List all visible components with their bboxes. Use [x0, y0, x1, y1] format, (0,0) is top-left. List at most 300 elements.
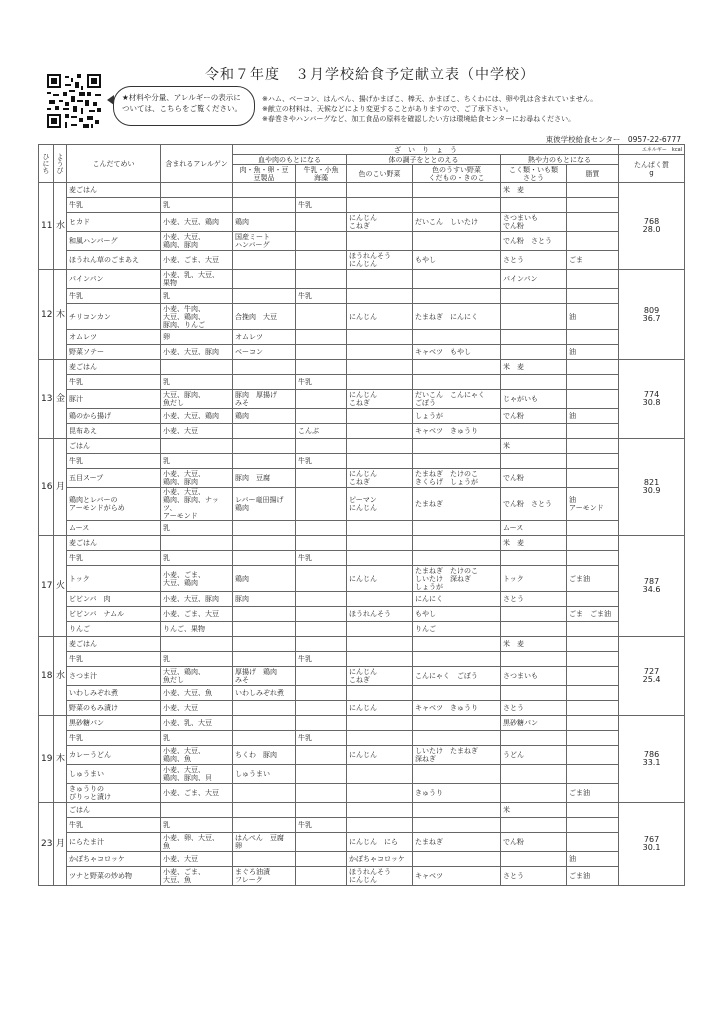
cell-fat: ごま ごま油 [567, 607, 619, 622]
cell-dark-veg: かぼちゃコロッケ [347, 852, 413, 867]
cell-grain [501, 304, 567, 330]
energy-value: 768 [643, 217, 660, 226]
table-row [39, 592, 685, 607]
cell-dark-veg [347, 686, 413, 701]
cell-light-veg [413, 818, 501, 833]
day-weekday: 木 [54, 270, 67, 360]
cell-allergen: 小麦、大豆、 鶏肉、豚肉、貝 [161, 765, 233, 784]
day-weekday: 月 [54, 439, 67, 536]
col-light-veg: 色のうすい野菜 くだもの・きのこ [413, 165, 501, 183]
cell-fat: 油 [567, 852, 619, 867]
cell-fat: ごま油 [567, 784, 619, 803]
cell-allergen: 小麦、卵、大豆、 魚 [161, 833, 233, 852]
cell-dish-name: ビビンバ 肉 [67, 592, 161, 607]
cell-grain: でん粉 [501, 833, 567, 852]
cell-dish-name: ムース [67, 521, 161, 536]
cell-dish-name: オムレツ [67, 330, 161, 345]
cell-meat: まぐろ油漬 フレーク [233, 867, 296, 886]
cell-meat [233, 375, 296, 390]
cell-meat: 豚肉 豆腐 [233, 469, 296, 488]
cell-allergen: 小麦、大豆、魚 [161, 686, 233, 701]
cell-allergen: 小麦、大豆、豚肉 [161, 345, 233, 360]
cell-light-veg: たまねぎ [413, 833, 501, 852]
cell-milk: 牛乳 [296, 454, 347, 469]
cell-dark-veg: にんじん [347, 304, 413, 330]
cell-dark-veg [347, 409, 413, 424]
cell-meat: 合挽肉 大豆 [233, 304, 296, 330]
cell-dark-veg [347, 551, 413, 566]
cell-milk [296, 667, 347, 686]
cell-fat [567, 716, 619, 731]
col-allergen: 含まれるアレルゲン [161, 145, 233, 183]
cell-grain: 米 麦 [501, 637, 567, 652]
cell-dish-name: かぼちゃコロッケ [67, 852, 161, 867]
cell-dish-name: パインパン [67, 270, 161, 289]
cell-allergen: 乳 [161, 521, 233, 536]
cell-allergen: 小麦、ごま、大豆 [161, 251, 233, 270]
cell-light-veg [413, 716, 501, 731]
cell-dish-name: りんご [67, 622, 161, 637]
cell-light-veg [413, 198, 501, 213]
table-row [39, 270, 685, 289]
cell-milk [296, 701, 347, 716]
cell-grain: じゃがいも [501, 390, 567, 409]
cell-allergen: 小麦、牛肉、 大豆、鶏肉、 豚肉、りんご [161, 304, 233, 330]
nutrition-cell [619, 637, 685, 716]
cell-meat [233, 536, 296, 551]
cell-fat [567, 652, 619, 667]
cell-allergen: 小麦、ごま、 大豆、魚 [161, 867, 233, 886]
day-date: 12 [39, 270, 54, 360]
cell-dish-name: 野菜のもみ漬け [67, 701, 161, 716]
cell-milk [296, 592, 347, 607]
cell-light-veg [413, 803, 501, 818]
cell-allergen: 小麦、大豆、鶏肉 [161, 213, 233, 232]
nutrition-cell [619, 360, 685, 439]
protein-value: 36.7 [642, 313, 661, 323]
cell-fat [567, 521, 619, 536]
cell-meat: 豚肉 [233, 592, 296, 607]
cell-light-veg [413, 270, 501, 289]
cell-dark-veg: にんじん [347, 746, 413, 765]
table-row [39, 289, 685, 304]
cell-allergen: 乳 [161, 198, 233, 213]
cell-dark-veg [347, 784, 413, 803]
cell-dish-name: ほうれん草のごまあえ [67, 251, 161, 270]
cell-fat [567, 622, 619, 637]
cell-grain: さつまいも でん粉 [501, 213, 567, 232]
cell-allergen [161, 637, 233, 652]
cell-grain: さとう [501, 701, 567, 716]
col-grain: こく類・いも類 さとう [501, 165, 567, 183]
cell-dark-veg [347, 536, 413, 551]
cell-fat [567, 536, 619, 551]
cell-meat [233, 289, 296, 304]
cell-dish-name: 鶏肉とレバーの アーモンドがらめ [67, 488, 161, 521]
cell-dish-name: トック [67, 566, 161, 592]
cell-light-veg: たまねぎ [413, 488, 501, 521]
cell-milk [296, 409, 347, 424]
cell-grain [501, 622, 567, 637]
cell-dark-veg: にんじん こねぎ [347, 469, 413, 488]
cell-dark-veg: ほうれんそう にんじん [347, 251, 413, 270]
cell-dark-veg [347, 637, 413, 652]
cell-dish-name: 鶏のから揚げ [67, 409, 161, 424]
cell-milk [296, 469, 347, 488]
cell-grain [501, 330, 567, 345]
cell-meat [233, 701, 296, 716]
cell-allergen: 乳 [161, 375, 233, 390]
cell-light-veg [413, 360, 501, 375]
protein-value: 25.4 [642, 675, 661, 684]
cell-dark-veg [347, 521, 413, 536]
cell-dark-veg [347, 454, 413, 469]
day-date: 23 [39, 803, 54, 886]
col-yellow-group: 熱や力のもとになる [501, 155, 619, 165]
cell-light-veg: きゅうり [413, 784, 501, 803]
cell-allergen: 乳 [161, 818, 233, 833]
cell-milk: 牛乳 [296, 289, 347, 304]
table-row [39, 345, 685, 360]
protein-value: 28.0 [642, 225, 661, 234]
cell-dish-name: ごはん [67, 803, 161, 818]
cell-allergen: 小麦、ごま、大豆 [161, 784, 233, 803]
cell-fat [567, 232, 619, 251]
cell-light-veg [413, 765, 501, 784]
table-row [39, 360, 685, 375]
day-date: 19 [39, 716, 54, 803]
cell-light-veg: だいこん しいたけ [413, 213, 501, 232]
cell-fat: ごま [567, 251, 619, 270]
note-3: ※春巻きやハンバーグなど、加工食品の原料を確認したい方は環境給食センターにお尋ねください。 [262, 115, 576, 123]
cell-grain [501, 818, 567, 833]
cell-milk: 牛乳 [296, 375, 347, 390]
cell-meat [233, 183, 296, 198]
cell-grain: でん粉 さとう [501, 488, 567, 521]
table-row [39, 637, 685, 652]
cell-meat [233, 360, 296, 375]
protein-value: 34.6 [642, 585, 661, 594]
cell-dish-name: 牛乳 [67, 454, 161, 469]
cell-light-veg: たまねぎ にんにく [413, 304, 501, 330]
cell-light-veg: もやし [413, 251, 501, 270]
cell-dark-veg [347, 330, 413, 345]
table-row [39, 686, 685, 701]
cell-grain: トック [501, 566, 567, 592]
cell-dish-name: ごはん [67, 439, 161, 454]
table-row [39, 551, 685, 566]
cell-fat: 油 アーモンド [567, 488, 619, 521]
cell-milk: 牛乳 [296, 818, 347, 833]
nutrition-cell [619, 803, 685, 886]
cell-milk [296, 867, 347, 886]
cell-dark-veg [347, 345, 413, 360]
table-row [39, 330, 685, 345]
cell-milk: 牛乳 [296, 731, 347, 746]
cell-dish-name: にらたま汁 [67, 833, 161, 852]
cell-meat [233, 784, 296, 803]
cell-milk [296, 213, 347, 232]
energy-value: 727 [643, 667, 660, 676]
cell-fat [567, 731, 619, 746]
table-row [39, 454, 685, 469]
cell-fat [567, 439, 619, 454]
cell-fat [567, 469, 619, 488]
cell-allergen: 小麦、ごま、 大豆、鶏肉 [161, 566, 233, 592]
cell-dish-name: 麦ごはん [67, 637, 161, 652]
cell-grain [501, 784, 567, 803]
cell-light-veg: りんご [413, 622, 501, 637]
table-row [39, 716, 685, 731]
cell-dish-name: 牛乳 [67, 818, 161, 833]
cell-meat [233, 637, 296, 652]
cell-fat [567, 746, 619, 765]
cell-fat: 油 [567, 345, 619, 360]
nutrition-cell [619, 439, 685, 536]
cell-milk [296, 439, 347, 454]
day-weekday: 金 [54, 360, 67, 439]
cell-grain [501, 765, 567, 784]
note-1: ※ハム、ベーコン、はんぺん、揚げかまぼこ、棒天、かまぼこ、ちくわには、卵や乳は含まれていません。 [262, 95, 598, 103]
cell-light-veg [413, 232, 501, 251]
cell-milk [296, 765, 347, 784]
notes [262, 94, 682, 124]
cell-dark-veg [347, 424, 413, 439]
cell-light-veg [413, 852, 501, 867]
cell-allergen: 乳 [161, 289, 233, 304]
cell-allergen [161, 360, 233, 375]
cell-light-veg [413, 289, 501, 304]
cell-grain: ムース [501, 521, 567, 536]
cell-fat [567, 424, 619, 439]
cell-milk [296, 330, 347, 345]
cell-milk [296, 360, 347, 375]
cell-dish-name: 麦ごはん [67, 360, 161, 375]
col-green-group: 体の調子をととのえる [347, 155, 501, 165]
cell-light-veg: しょうが [413, 409, 501, 424]
cell-dish-name: いわしみぞれ煮 [67, 686, 161, 701]
table-row [39, 390, 685, 409]
cell-meat: はんぺん 豆腐 卵 [233, 833, 296, 852]
cell-allergen: 小麦、乳、大豆、 果物 [161, 270, 233, 289]
cell-dark-veg: にんじん こねぎ [347, 390, 413, 409]
cell-allergen: 小麦、大豆、 鶏肉、魚 [161, 746, 233, 765]
table-row [39, 521, 685, 536]
cell-light-veg [413, 454, 501, 469]
table-row [39, 213, 685, 232]
cell-grain: 米 [501, 803, 567, 818]
center-contact: 東彼学校給食センター 0957-22-6777 [545, 135, 681, 144]
cell-allergen: 小麦、大豆、 鶏肉、豚肉、ナッツ、 アーモンド [161, 488, 233, 521]
cell-allergen: 大豆、鶏肉、 魚だし [161, 667, 233, 686]
cell-allergen: 小麦、大豆 [161, 424, 233, 439]
cell-dish-name: ヒカド [67, 213, 161, 232]
table-row [39, 784, 685, 803]
cell-dish-name: しゅうまい [67, 765, 161, 784]
cell-grain: 米 麦 [501, 360, 567, 375]
cell-milk [296, 566, 347, 592]
cell-dish-name: 牛乳 [67, 551, 161, 566]
cell-dark-veg [347, 818, 413, 833]
nutrition-cell [619, 536, 685, 637]
cell-fat: ごま油 [567, 566, 619, 592]
cell-meat [233, 454, 296, 469]
cell-meat: 豚肉 厚揚げ みそ [233, 390, 296, 409]
col-youbi: ようび [54, 145, 67, 183]
cell-fat: 油 [567, 409, 619, 424]
cell-milk: 牛乳 [296, 652, 347, 667]
cell-grain: でん粉 さとう [501, 232, 567, 251]
table-row [39, 852, 685, 867]
col-protein: たんぱく質 g [619, 155, 685, 183]
cell-milk [296, 270, 347, 289]
cell-light-veg [413, 375, 501, 390]
cell-grain: 米 [501, 439, 567, 454]
cell-fat [567, 818, 619, 833]
cell-milk [296, 716, 347, 731]
cell-light-veg [413, 330, 501, 345]
cell-fat [567, 375, 619, 390]
protein-value: 33.1 [642, 758, 661, 767]
page-title: 令和７年度 ３月学校給食予定献立表（中学校） [205, 67, 535, 83]
cell-grain [501, 345, 567, 360]
cell-milk [296, 345, 347, 360]
cell-meat: 鶏肉 [233, 213, 296, 232]
protein-value: 30.8 [642, 398, 661, 407]
energy-value: 774 [643, 390, 660, 399]
cell-meat: レバー竜田揚げ 鶏肉 [233, 488, 296, 521]
cell-allergen: 小麦、大豆 [161, 852, 233, 867]
cell-dark-veg [347, 592, 413, 607]
cell-grain [501, 686, 567, 701]
nutrition-cell [619, 716, 685, 803]
table-row [39, 652, 685, 667]
col-dark-veg: 色のこい野菜 [347, 165, 413, 183]
cell-meat [233, 818, 296, 833]
table-row [39, 424, 685, 439]
cell-fat [567, 765, 619, 784]
cell-grain: さつまいも [501, 667, 567, 686]
cell-light-veg: にんにく [413, 592, 501, 607]
cell-light-veg: キャベツ [413, 867, 501, 886]
cell-milk [296, 784, 347, 803]
cell-dark-veg: にんじん にら [347, 833, 413, 852]
cell-dark-veg [347, 360, 413, 375]
cell-milk [296, 390, 347, 409]
table-row [39, 488, 685, 521]
cell-allergen: 乳 [161, 731, 233, 746]
cell-meat: オムレツ [233, 330, 296, 345]
table-row [39, 803, 685, 818]
col-meat: 肉・魚・卵・豆 豆製品 [233, 165, 296, 183]
cell-dish-name: 牛乳 [67, 198, 161, 213]
cell-grain [501, 607, 567, 622]
cell-light-veg [413, 536, 501, 551]
cell-dark-veg [347, 198, 413, 213]
day-date: 13 [39, 360, 54, 439]
cell-meat [233, 716, 296, 731]
cell-milk [296, 637, 347, 652]
cell-dish-name: 麦ごはん [67, 536, 161, 551]
table-row [39, 409, 685, 424]
cell-grain: さとう [501, 251, 567, 270]
col-milk: 牛乳・小魚 海藻 [296, 165, 347, 183]
cell-light-veg [413, 183, 501, 198]
cell-grain [501, 551, 567, 566]
cell-dark-veg [347, 716, 413, 731]
table-row [39, 818, 685, 833]
table-row [39, 701, 685, 716]
cell-fat [567, 551, 619, 566]
cell-dish-name: カレーうどん [67, 746, 161, 765]
table-row [39, 251, 685, 270]
cell-meat [233, 270, 296, 289]
cell-light-veg [413, 521, 501, 536]
qr-code[interactable] [47, 74, 101, 128]
cell-fat [567, 686, 619, 701]
table-row [39, 833, 685, 852]
cell-meat [233, 551, 296, 566]
cell-allergen [161, 803, 233, 818]
cell-fat [567, 454, 619, 469]
nutrition-cell [619, 183, 685, 270]
cell-allergen: 小麦、大豆、 鶏肉、豚肉 [161, 469, 233, 488]
cell-grain [501, 652, 567, 667]
note-2: ※献立の材料は、天候などにより変更することがありますので、ご了承下さい。 [262, 105, 513, 113]
table-row [39, 622, 685, 637]
cell-dark-veg [347, 270, 413, 289]
cell-grain [501, 198, 567, 213]
energy-value: 809 [643, 305, 660, 315]
cell-milk [296, 833, 347, 852]
cell-milk [296, 803, 347, 818]
cell-dark-veg: にんじん [347, 701, 413, 716]
cell-milk [296, 521, 347, 536]
cell-grain [501, 289, 567, 304]
cell-dark-veg [347, 765, 413, 784]
table-row [39, 566, 685, 592]
cell-fat [567, 360, 619, 375]
day-weekday: 火 [54, 536, 67, 637]
cell-fat [567, 213, 619, 232]
cell-grain [501, 424, 567, 439]
cell-meat: 厚揚げ 鶏肉 みそ [233, 667, 296, 686]
energy-value: 787 [643, 577, 660, 586]
table-row [39, 867, 685, 886]
day-weekday: 木 [54, 716, 67, 803]
cell-fat [567, 637, 619, 652]
cell-light-veg: キャベツ きゅうり [413, 424, 501, 439]
table-row [39, 469, 685, 488]
cell-dark-veg [347, 652, 413, 667]
cell-light-veg: キャベツ きゅうり [413, 701, 501, 716]
table-row [39, 536, 685, 551]
cell-dark-veg [347, 289, 413, 304]
protein-value: 30.9 [642, 486, 661, 495]
cell-milk [296, 232, 347, 251]
cell-milk [296, 852, 347, 867]
cell-dark-veg [347, 622, 413, 637]
cell-dark-veg: にんじん こねぎ [347, 213, 413, 232]
cell-light-veg [413, 731, 501, 746]
cell-grain: さとう [501, 867, 567, 886]
cell-allergen: 小麦、ごま、大豆 [161, 607, 233, 622]
cell-dish-name: 昆布あえ [67, 424, 161, 439]
protein-value: 30.1 [642, 843, 661, 852]
cell-allergen: りんご、果物 [161, 622, 233, 637]
cell-light-veg [413, 637, 501, 652]
col-red-group: 血や肉のもとになる [233, 155, 347, 165]
